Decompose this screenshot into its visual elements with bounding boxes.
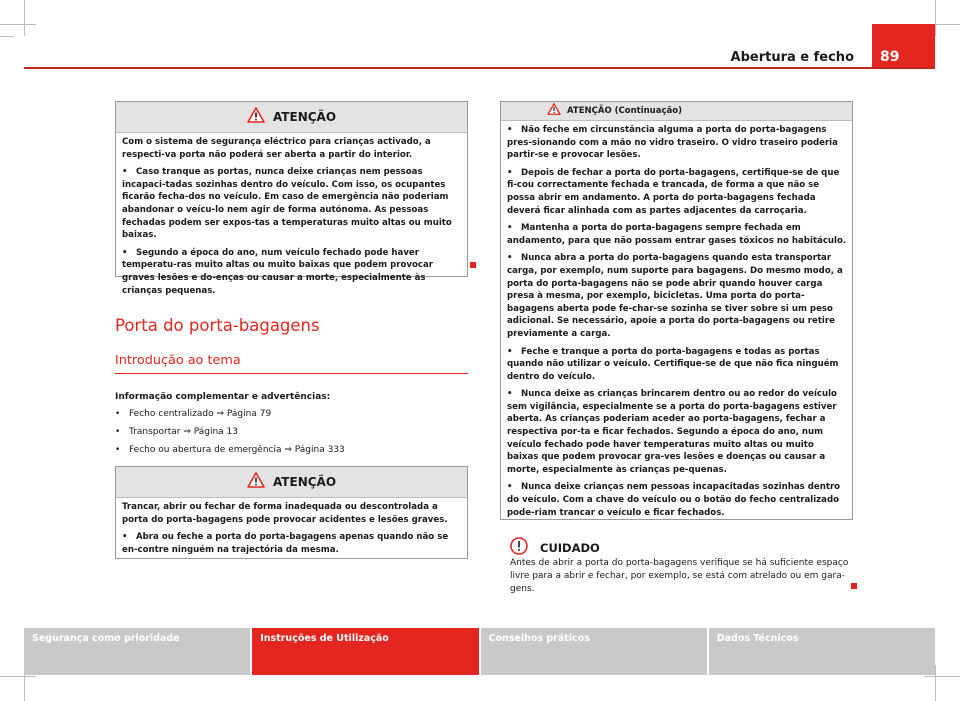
warning-paragraph: Trancar, abrir ou fechar de forma inadequada ou descontrolada a porta do porta-bagagens pode provocar acidentes e lesões graves. (122, 502, 448, 525)
crop-mark (935, 0, 936, 36)
crop-mark (0, 36, 14, 37)
warning-bullet: • Abra ou feche a porta do porta-bagagens apenas quando não se en-contre ninguém na trajectória da mesma. (122, 532, 449, 555)
warning-header (116, 467, 467, 498)
tab-instrucoes[interactable]: Instruções de Utilização (252, 628, 480, 675)
crop-mark (935, 665, 936, 701)
crop-mark (924, 676, 960, 677)
warning-bullet: • Mantenha a porta do porta-bagagens sempre fechada em andamento, para que não possam entrar gases tóxicos no habitáculo. (507, 223, 847, 246)
warning-box (115, 466, 468, 559)
warning-bullet: • Nunca deixe as crianças brincarem dentro ou ao redor do veículo sem vigilância, especialmente se a porta do porta-bagagens estiver aberta. As crianças poderiam aceder ao porta-bagagens, fechar a respectiva por-ta e ficar fechados. Segundo a época do ano, num veículo fechado pode haver temperaturas muito altas ou muito baixas que podem provocar gra-ves lesões e doenças ou causar a morte, especialmente às crianças pe-quenas. (507, 389, 837, 475)
chapter-tabs (24, 628, 935, 675)
warning-bullet: • Segundo a época do ano, num veículo fechado pode haver temperatu-ras muito altas ou muito baixas que podem provocar graves lesões e do-enças ou causar a morte, especialmente às crianças pequenas. (122, 247, 434, 296)
warning-title: ATENÇÃO (Continuação) (567, 105, 682, 116)
warning-header (501, 102, 852, 121)
caution-text: Antes de abrir a porta do porta-bagagens verifique se há suficiente espaço livre para a abrir e fechar, por exemplo, se está com atrelado ou em gara-gens. (510, 558, 849, 594)
page-number: 89 (872, 24, 935, 68)
warning-bullet: • Não feche em circunstância alguma a porta do porta-bagagens pres-sionando com a mão no vidro traseiro. O vidro traseiro poderia partir-se e provocar lesões. (507, 125, 838, 161)
page-reference-link[interactable]: • Fecho ou abertura de emergência ⇒ Página 333 (115, 445, 345, 455)
warning-bullet: • Nunca deixe crianças nem pessoas incapacitadas sozinhas dentro do veículo. Com a chave do veículo ou o botão do fecho centralizado pode-riam trancar o veículo e ficar fechados. (507, 482, 841, 518)
warning-bullet: • Feche e tranque a porta do porta-bagagens e todas as portas quando não utilizar o veículo. Certifique-se de que não fica ninguém dentro do veículo. (507, 346, 839, 382)
section-title: Porta do porta-bagagens (115, 316, 320, 335)
warning-bullet: • Caso tranque as portas, nunca deixe crianças nem pessoas incapaci-tadas sozinhas dentro do veículo. Com isso, os ocupantes ficarão fecha-dos no veículo. Em caso de emergência não poderiam abandonar o veícu-lo nem agir de forma autónoma. As pessoas fechadas podem ser expos-tas a temperaturas muito altas ou muito baixas. (122, 167, 452, 241)
warning-header (116, 102, 467, 133)
warning-triangle-icon (247, 472, 265, 493)
section-end-mark (851, 583, 857, 589)
section-end-mark (470, 262, 476, 268)
crop-mark (0, 24, 36, 25)
page-reference-link[interactable]: • Transportar ⇒ Página 13 (115, 427, 238, 437)
intro-label: Informação complementar e advertências: (115, 392, 331, 402)
warning-bullet: • Nunca abra a porta do porta-bagagens quando esta transportar carga, por exemplo, num suporte para bagagens. Do mesmo modo, a porta do porta-bagagens não se pode abrir quando houver carga presa à mesma, por exemplo, bicicletas. Uma porta do porta-bagagens aberta pode fe-char-se sozinha se tiver sobre si um peso adicional. Se necessário, apoie a porta do porta-bagagens ou retire previamente a carga. (507, 253, 843, 339)
section-subtitle: Introdução ao tema (115, 353, 241, 368)
warning-box (115, 101, 468, 296)
intro-block (115, 390, 345, 461)
tab-conselhos[interactable]: Conselhos práticos (481, 628, 709, 675)
caution-header (510, 537, 600, 559)
header-rule (24, 67, 935, 69)
warning-box-continued (500, 101, 853, 520)
tab-dados-tecnicos[interactable]: Dados Técnicos (709, 628, 935, 675)
subtitle-rule (115, 373, 468, 374)
warning-triangle-icon (547, 103, 561, 120)
page-reference-link[interactable]: • Fecho centralizado ⇒ Página 79 (115, 409, 272, 419)
caution-icon (510, 537, 528, 559)
running-header: Abertura e fecho (730, 50, 854, 65)
crop-mark (24, 0, 25, 36)
warning-triangle-icon (247, 107, 265, 128)
warning-title: ATENÇÃO (272, 474, 337, 489)
caution-title: CUIDADO (540, 541, 600, 555)
warning-paragraph: Com o sistema de segurança eléctrico para crianças activado, a respecti-va porta não poderá ser aberta a partir do interior. (122, 137, 431, 160)
warning-bullet: • Depois de fechar a porta do porta-bagagens, certifique-se de que fi-cou correctamente fechada e trancada, de forma a que não se possa abrir em andamento. A porta do porta-bagagens fechada deverá ficar alinhada com as partes adjacentes da carroçaria. (507, 167, 840, 216)
warning-title: ATENÇÃO (272, 109, 337, 124)
crop-mark (0, 676, 36, 677)
tab-seguranca[interactable]: Segurança como prioridade (24, 628, 252, 675)
